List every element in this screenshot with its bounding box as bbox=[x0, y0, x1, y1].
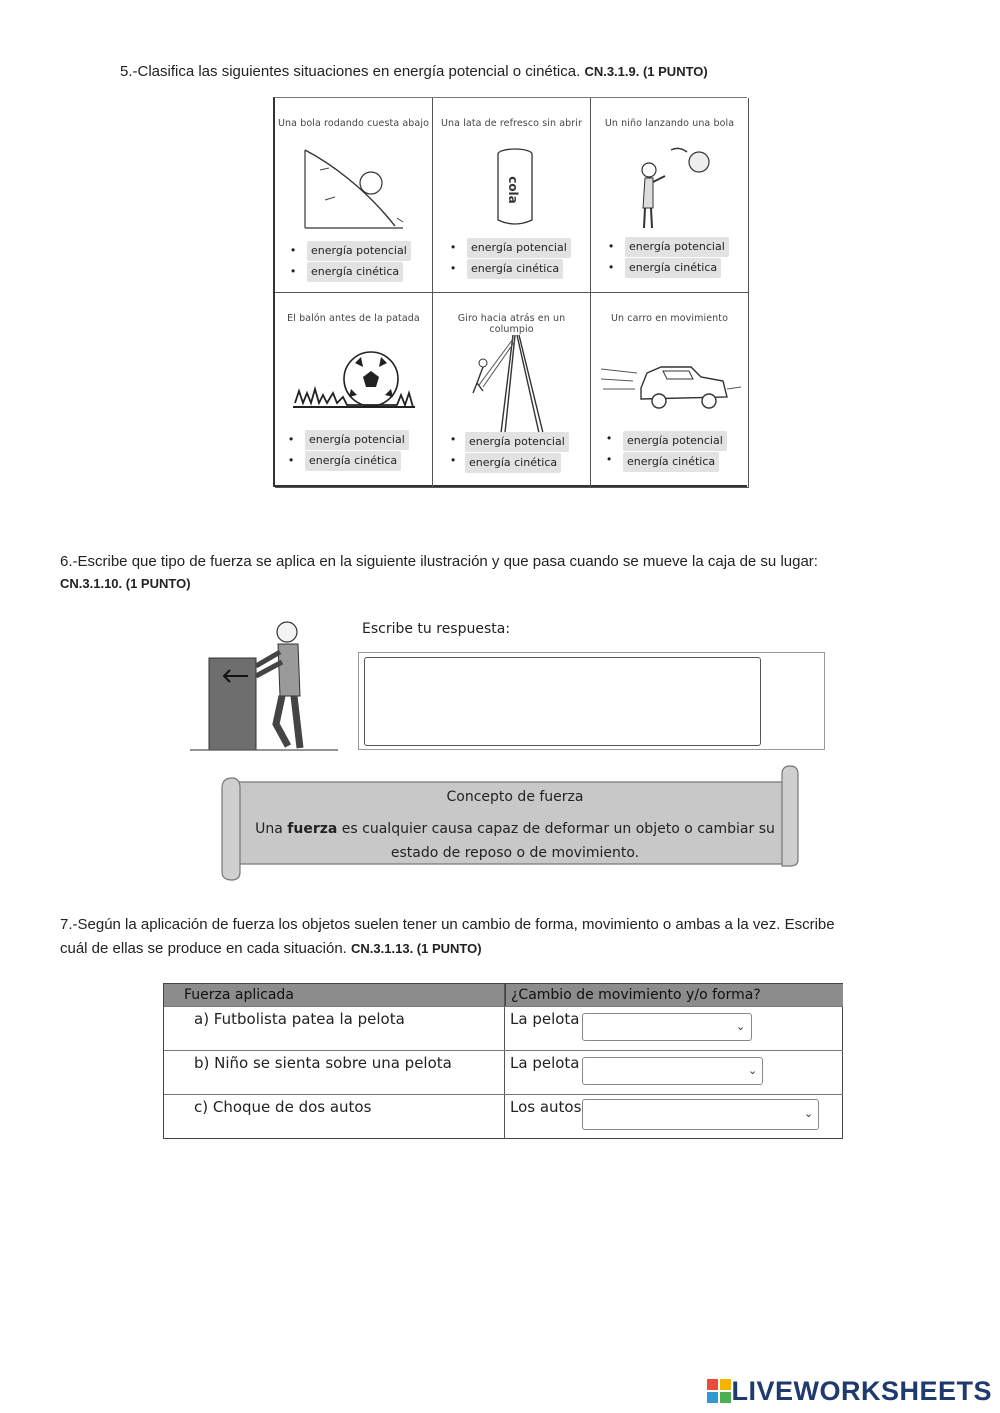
q7-prompt-line2: cuál de ellas se produce en cada situación. bbox=[60, 940, 347, 957]
moving-car-icon bbox=[601, 333, 741, 433]
cell-title: Un niño lanzando una bola bbox=[604, 118, 735, 129]
bullet: • bbox=[289, 453, 294, 467]
swing-icon bbox=[443, 333, 583, 433]
option-kinetic[interactable]: energía cinética bbox=[307, 262, 403, 282]
table-row-subject: Los autos bbox=[510, 1098, 582, 1116]
energy-cell-4 bbox=[275, 293, 433, 488]
energy-cell-5 bbox=[433, 293, 591, 488]
option-kinetic[interactable]: energía cinética bbox=[625, 258, 721, 278]
energy-cell-2 bbox=[433, 98, 591, 293]
table-row-subject: La pelota bbox=[510, 1054, 580, 1072]
ball-rolling-downhill-icon bbox=[285, 138, 425, 238]
bullet: • bbox=[289, 432, 294, 446]
q7-code: CN.3.1.13. (1 PUNTO) bbox=[351, 941, 482, 956]
table-header-change: ¿Cambio de movimiento y/o forma? bbox=[505, 984, 843, 1006]
q5-prompt-text: 5.-Clasifica las siguientes situaciones en energía potencial o cinética. bbox=[120, 63, 581, 80]
q7-prompt bbox=[60, 913, 960, 961]
option-kinetic[interactable]: energía cinética bbox=[465, 453, 561, 473]
answer-select-a[interactable] bbox=[582, 1013, 752, 1041]
q7-prompt-line1: 7.-Según la aplicación de fuerza los objetos suelen tener un cambio de forma, movimiento o ambas a la vez. Escribe bbox=[60, 916, 835, 933]
liveworksheets-logo[interactable] bbox=[707, 1377, 992, 1405]
scroll-definition-line2: estado de reposo o de movimiento. bbox=[390, 845, 640, 861]
table-row-item: b) Niño se sienta sobre una pelota bbox=[194, 1054, 452, 1072]
q5-prompt bbox=[120, 60, 708, 84]
table-row-item: c) Choque de dos autos bbox=[194, 1098, 372, 1116]
answer-input[interactable] bbox=[364, 657, 761, 746]
energy-cell-6 bbox=[591, 293, 749, 488]
bullet: • bbox=[609, 260, 614, 274]
q6-prompt-text: 6.-Escribe que tipo de fuerza se aplica en la siguiente ilustración y que pasa cuando se mueve la caja de su lugar: bbox=[60, 553, 818, 570]
cell-title: Un carro en movimiento bbox=[610, 313, 729, 324]
cell-title: Una lata de refresco sin abrir bbox=[440, 118, 583, 129]
cell-title: Giro hacia atrás en un columpio bbox=[457, 313, 566, 335]
scroll-pre: Una bbox=[255, 821, 288, 837]
chevron-down-icon: ⌄ bbox=[804, 1108, 814, 1120]
scroll-definition-line1 bbox=[240, 821, 790, 837]
cell-title: Una bola rodando cuesta abajo bbox=[277, 118, 429, 129]
bullet: • bbox=[609, 239, 614, 253]
option-kinetic[interactable]: energía cinética bbox=[623, 452, 719, 472]
chevron-down-icon: ⌄ bbox=[748, 1065, 758, 1077]
row-divider bbox=[164, 1094, 843, 1095]
table-row-subject: La pelota bbox=[510, 1010, 580, 1028]
row-divider bbox=[164, 1006, 843, 1007]
option-potential[interactable]: energía potencial bbox=[625, 237, 729, 257]
option-potential[interactable]: energía potencial bbox=[465, 432, 569, 452]
scroll-title: Concepto de fuerza bbox=[446, 789, 584, 805]
force-table bbox=[163, 983, 843, 1139]
option-kinetic[interactable]: energía cinética bbox=[305, 451, 401, 471]
option-potential[interactable]: energía potencial bbox=[467, 238, 571, 258]
brand-name: LIVEWORKSHEETS bbox=[731, 1375, 992, 1406]
bullet: • bbox=[451, 453, 456, 467]
bullet: • bbox=[291, 264, 296, 278]
column-divider bbox=[504, 984, 505, 1139]
row-divider bbox=[164, 1050, 843, 1051]
bullet: • bbox=[607, 431, 612, 445]
q6-prompt bbox=[60, 550, 960, 596]
bullet: • bbox=[451, 261, 456, 275]
energy-cell-3 bbox=[591, 98, 749, 293]
q5-code: CN.3.1.9. (1 PUNTO) bbox=[584, 64, 708, 79]
soda-can-icon bbox=[443, 138, 583, 238]
table-row-item: a) Futbolista patea la pelota bbox=[194, 1010, 405, 1028]
energy-grid bbox=[273, 97, 747, 487]
option-potential[interactable]: energía potencial bbox=[623, 431, 727, 451]
soccer-ball-icon bbox=[285, 333, 425, 433]
svg-text:cola: cola bbox=[506, 176, 520, 204]
option-kinetic[interactable]: energía cinética bbox=[467, 259, 563, 279]
table-header-force: Fuerza aplicada bbox=[164, 984, 505, 1006]
bullet: • bbox=[451, 240, 456, 254]
child-throwing-ball-icon bbox=[601, 138, 741, 238]
bullet: • bbox=[291, 243, 296, 257]
q6-code: CN.3.1.10. (1 PUNTO) bbox=[60, 576, 191, 591]
answer-select-c[interactable] bbox=[582, 1099, 819, 1130]
scroll-post: es cualquier causa capaz de deformar un objeto o cambiar su bbox=[337, 821, 775, 837]
person-pushing-box-icon bbox=[190, 612, 348, 754]
option-potential[interactable]: energía potencial bbox=[305, 430, 409, 450]
chevron-down-icon: ⌄ bbox=[736, 1021, 746, 1033]
cell-title: El balón antes de la patada bbox=[287, 313, 420, 324]
bullet: • bbox=[451, 432, 456, 446]
energy-cell-1 bbox=[275, 98, 433, 293]
scroll-bold: fuerza bbox=[287, 821, 338, 837]
answer-label: Escribe tu respuesta: bbox=[362, 621, 511, 637]
bullet: • bbox=[607, 452, 612, 466]
logo-grid-icon bbox=[707, 1379, 731, 1403]
answer-select-b[interactable] bbox=[582, 1057, 763, 1085]
option-potential[interactable]: energía potencial bbox=[307, 241, 411, 261]
